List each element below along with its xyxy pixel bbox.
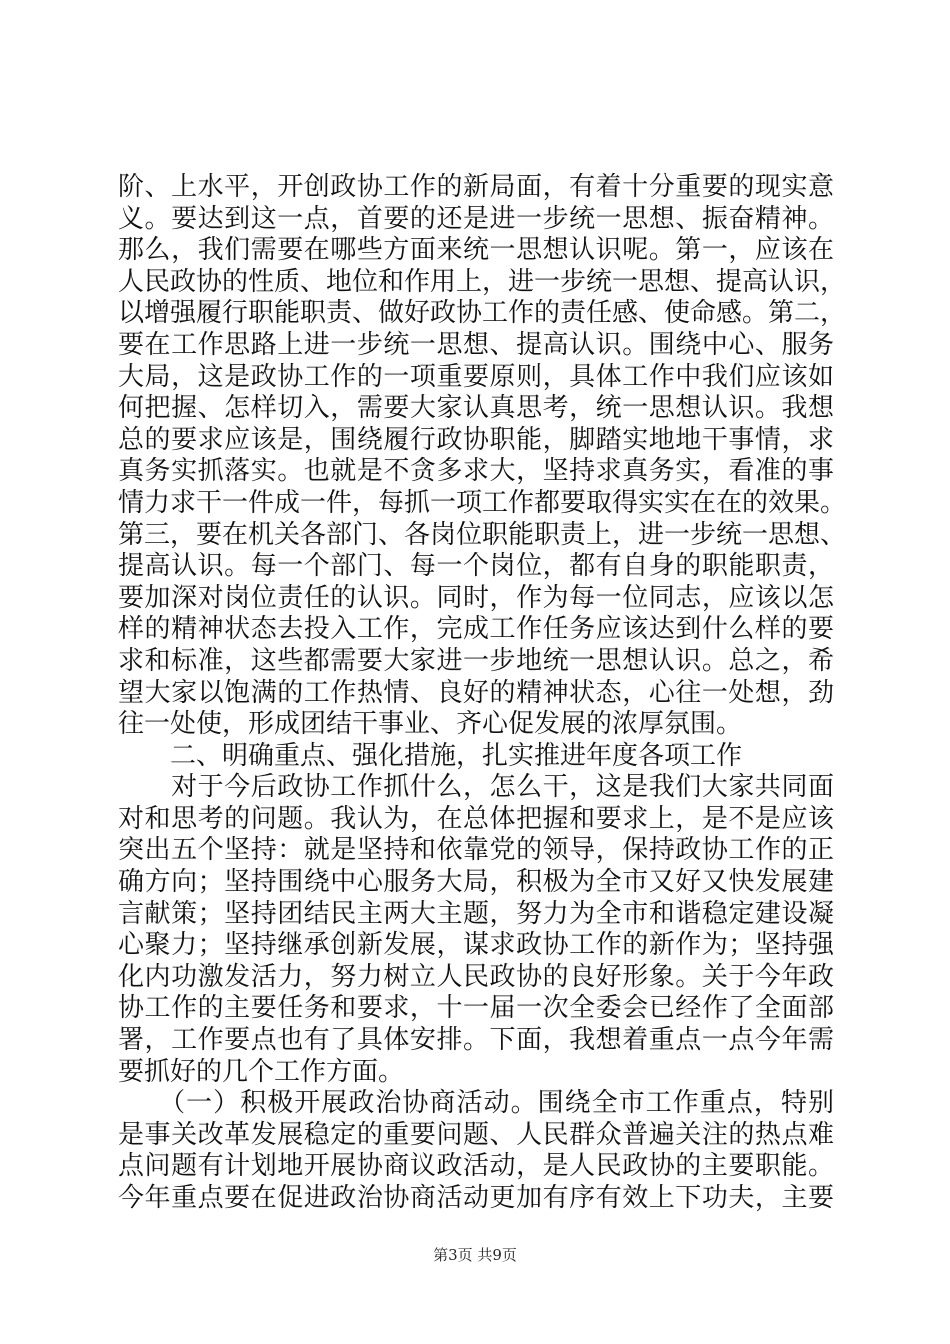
text-line: 是事关改革发展稳定的重要问题、人民群众普遍关注的热点难 [118, 1119, 834, 1150]
text-line: 要抓好的几个工作方面。 [118, 1056, 405, 1087]
text-line: （一）积极开展政治协商活动。围绕全市工作重点，特别 [118, 1088, 834, 1119]
text-line: 求和标准，这些都需要大家进一步地统一思想认识。总之，希 [118, 645, 834, 676]
text-line: 突出五个坚持：就是坚持和依靠党的领导，保持政协工作的正 [118, 835, 834, 866]
text-line: 阶、上水平，开创政协工作的新局面，有着十分重要的现实意 [118, 172, 834, 202]
text-line: 往一处使，形成团结干事业、齐心促发展的浓厚氛围。 [118, 709, 743, 740]
text-line: 要在工作思路上进一步统一思想、提高认识。围绕中心、服务 [118, 329, 834, 360]
text-line: 确方向；坚持围绕中心服务大局，积极为全市又好又快发展建 [118, 867, 834, 898]
text-line: 对和思考的问题。我认为，在总体把握和要求上，是不是应该 [118, 803, 834, 834]
page-footer [0, 1244, 950, 1265]
text-line: 言献策；坚持团结民主两大主题，努力为全市和谐稳定建设凝 [118, 898, 834, 929]
text-line: 义。要达到这一点，首要的还是进一步统一思想、振奋精神。 [118, 203, 834, 234]
text-line: 真务实抓落实。也就是不贪多求大，坚持求真务实，看准的事 [118, 456, 834, 487]
text-line: 总的要求应该是，围绕履行政协职能，脚踏实地地干事情，求 [118, 424, 834, 455]
text-line: 心聚力；坚持继承创新发展，谋求政协工作的新作为；坚持强 [118, 930, 834, 961]
text-line: 化内功激发活力，努力树立人民政协的良好形象。关于今年政 [118, 961, 834, 992]
text-line: 署，工作要点也有了具体安排。下面，我想着重点一点今年需 [118, 1025, 834, 1056]
text-line: 对于今后政协工作抓什么，怎么干，这是我们大家共同面 [118, 772, 834, 803]
text-line: 大局，这是政协工作的一项重要原则，具体工作中我们应该如 [118, 361, 834, 392]
page-number: 第3页 共9页 [433, 1246, 517, 1264]
text-line: 以增强履行职能职责、做好政协工作的责任感、使命感。第二， [118, 298, 847, 329]
text-line: 人民政协的性质、地位和作用上，进一步统一思想、提高认识， [118, 266, 847, 297]
text-line: 提高认识。每一个部门、每一个岗位，都有自身的职能职责， [118, 551, 834, 582]
text-line: 第三，要在机关各部门、各岗位职能职责上，进一步统一思想、 [118, 519, 847, 550]
text-line: 今年重点要在促进政治协商活动更加有序有效上下功夫，主要 [118, 1183, 834, 1213]
text-line: 样的精神状态去投入工作，完成工作任务应该达到什么样的要 [118, 614, 834, 645]
text-line: 点问题有计划地开展协商议政活动，是人民政协的主要职能。 [118, 1151, 834, 1182]
text-line: 望大家以饱满的工作热情、良好的精神状态，心往一处想，劲 [118, 677, 834, 708]
text-line: 情力求干一件成一件，每抓一项工作都要取得实实在在的效果。 [118, 487, 847, 518]
text-line: 要加深对岗位责任的认识。同时，作为每一位同志，应该以怎 [118, 582, 834, 613]
document-body [118, 172, 847, 1215]
text-line: 协工作的主要任务和要求，十一届一次全委会已经作了全面部 [118, 993, 834, 1024]
text-line: 何把握、怎样切入，需要大家认真思考，统一思想认识。我想 [118, 393, 834, 424]
section-heading: 二、明确重点、强化措施，扎实推进年度各项工作 [118, 740, 743, 771]
text-line: 那么，我们需要在哪些方面来统一思想认识呢。第一，应该在 [118, 235, 834, 266]
